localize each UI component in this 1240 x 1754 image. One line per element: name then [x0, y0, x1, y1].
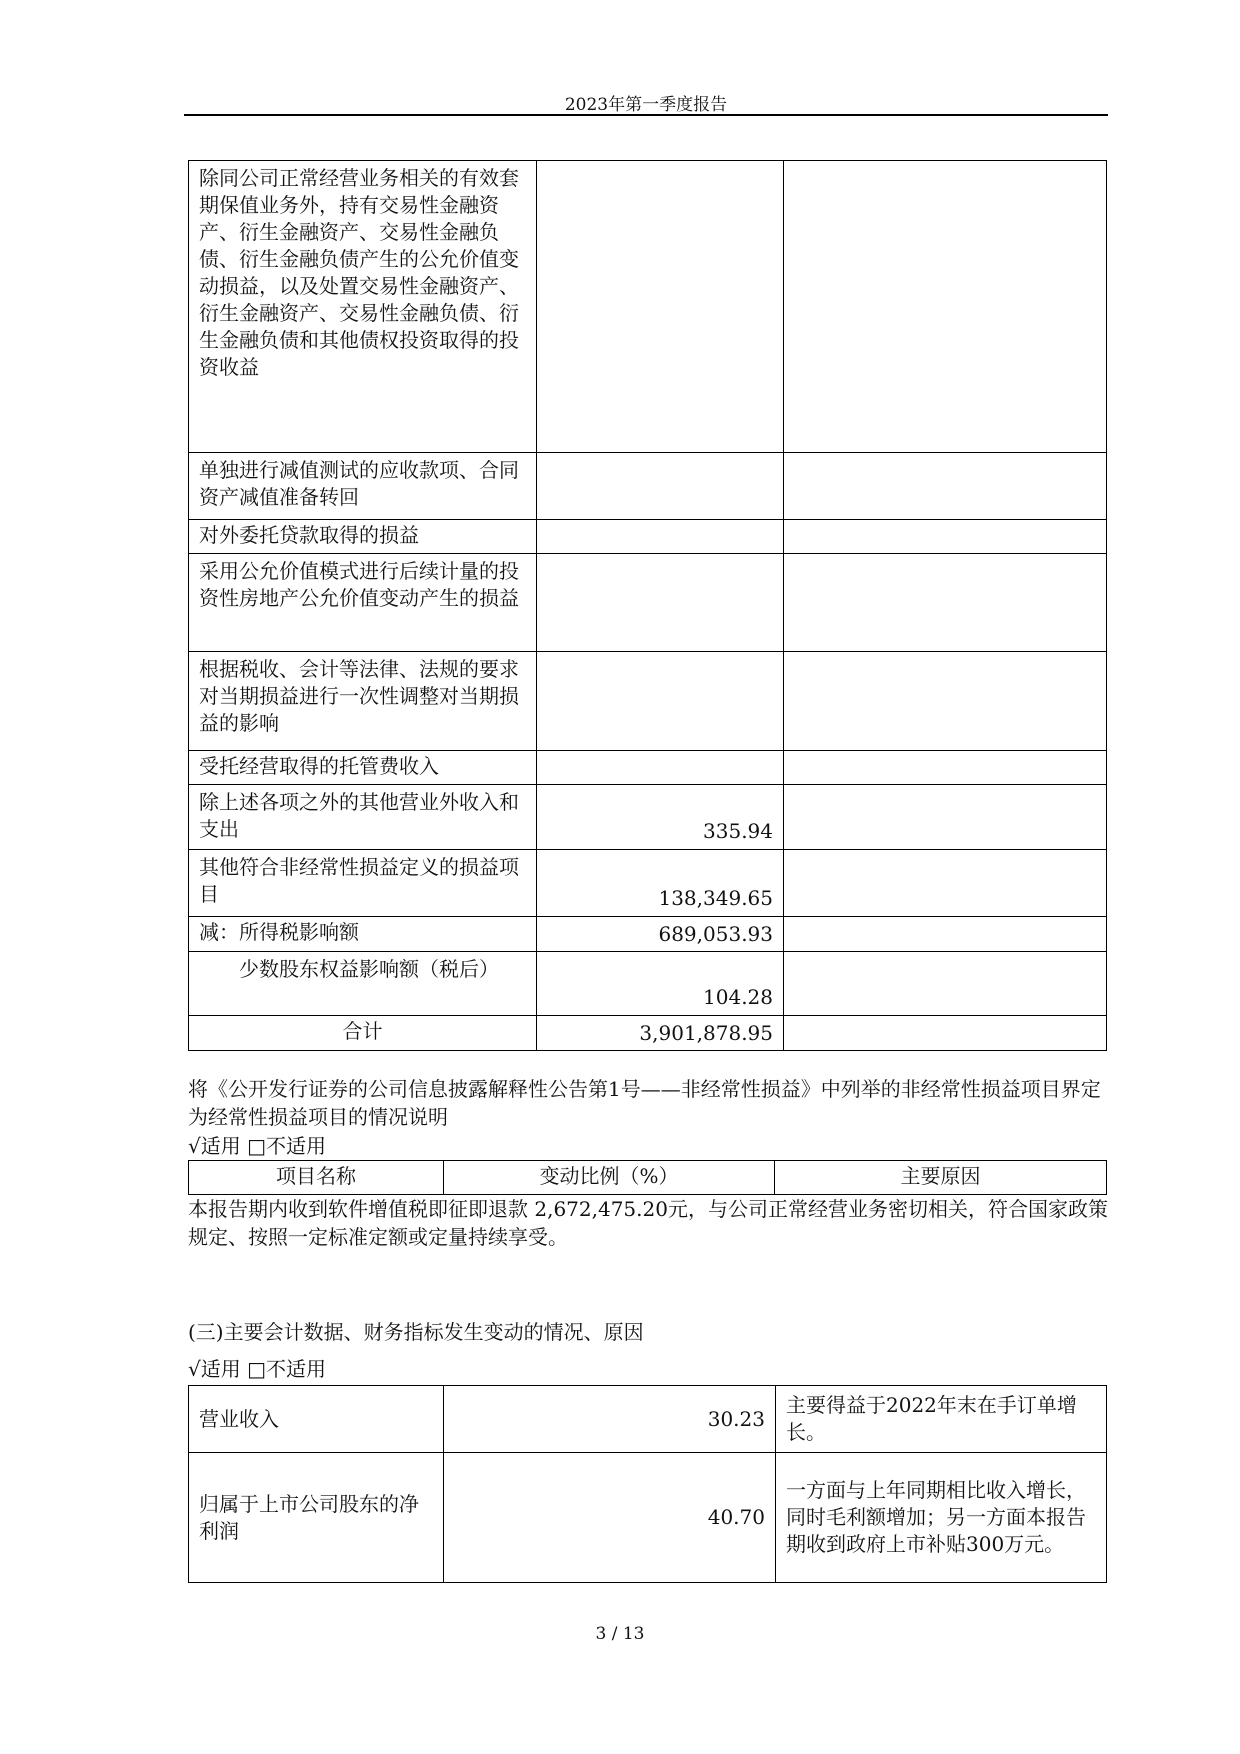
reclassified-items-table	[188, 1160, 1107, 1195]
table-row	[189, 952, 1107, 1016]
item-cell: 对外委托贷款取得的损益	[189, 520, 537, 554]
amount-cell: 335.94	[537, 785, 784, 850]
item-cell: 少数股东权益影响额（税后）	[189, 952, 537, 1016]
non-recurring-table	[188, 160, 1107, 1051]
table-row	[189, 1016, 1107, 1051]
item-cell: 营业收入	[189, 1386, 444, 1453]
section-title: (三)主要会计数据、财务指标发生变动的情况、原因	[188, 1320, 644, 1344]
reason-cell: 一方面与上年同期相比收入增长，同时毛利额增加；另一方面本报告期收到政府上市补贴300万元。	[776, 1453, 1107, 1583]
note-cell	[784, 453, 1107, 520]
applicability-check: √适用 □不适用	[188, 1134, 326, 1158]
note-cell	[784, 917, 1107, 952]
amount-cell: 104.28	[537, 952, 784, 1016]
amount-cell	[537, 652, 784, 751]
item-cell: 单独进行减值测试的应收款项、合同资产减值准备转回	[189, 453, 537, 520]
item-cell: 其他符合非经常性损益定义的损益项目	[189, 850, 537, 917]
ratio-cell: 40.70	[444, 1453, 776, 1583]
note-cell	[784, 554, 1107, 652]
amount-cell	[537, 453, 784, 520]
table-row	[189, 161, 1107, 453]
item-cell: 合计	[189, 1016, 537, 1051]
amount-cell	[537, 520, 784, 554]
col-header-reason: 主要原因	[775, 1161, 1107, 1195]
note-cell	[784, 850, 1107, 917]
item-cell: 采用公允价值模式进行后续计量的投资性房地产公允价值变动产生的损益	[189, 554, 537, 652]
table-row	[189, 652, 1107, 751]
amount-cell: 3,901,878.95	[537, 1016, 784, 1051]
page-header: 2023年第一季度报告	[564, 95, 728, 115]
item-cell: 受托经营取得的托管费收入	[189, 751, 537, 785]
amount-cell: 689,053.93	[537, 917, 784, 952]
item-cell: 除上述各项之外的其他营业外收入和支出	[189, 785, 537, 850]
note-cell	[784, 1016, 1107, 1051]
col-header-item: 项目名称	[189, 1161, 444, 1195]
note-cell	[784, 520, 1107, 554]
explanation-paragraph: 将《公开发行证券的公司信息披露解释性公告第1号——非经常性损益》中列举的非经常性损益项目界定为经常性损益项目的情况说明	[188, 1077, 1101, 1129]
item-cell: 减：所得税影响额	[189, 917, 537, 952]
page-number: 3 / 13	[595, 1624, 645, 1644]
amount-cell: 138,349.65	[537, 850, 784, 917]
reason-cell: 主要得益于2022年末在手订单增长。	[776, 1386, 1107, 1453]
col-header-ratio: 变动比例（%）	[444, 1161, 775, 1195]
note-cell	[784, 952, 1107, 1016]
vat-refund-paragraph: 本报告期内收到软件增值税即征即退款 2,672,475.20元，与公司正常经营业务密切相关，符合国家政策规定、按照一定标准定额或定量持续享受。	[188, 1197, 1108, 1249]
table-row	[189, 520, 1107, 554]
table-row	[189, 453, 1107, 520]
ratio-cell: 30.23	[444, 1386, 776, 1453]
amount-cell	[537, 554, 784, 652]
table-row	[189, 785, 1107, 850]
note-cell	[784, 785, 1107, 850]
item-cell: 根据税收、会计等法律、法规的要求对当期损益进行一次性调整对当期损益的影响	[189, 652, 537, 751]
item-cell: 除同公司正常经营业务相关的有效套期保值业务外，持有交易性金融资产、衍生金融资产、交易性金融负债、衍生金融负债产生的公允价值变动损益，以及处置交易性金融资产、衍生金融资产、交易性金融负债、衍生金融负债和其他债权投资取得的投资收益	[189, 161, 537, 453]
header-rule	[184, 114, 1108, 116]
item-cell: 归属于上市公司股东的净利润	[189, 1453, 444, 1583]
note-cell	[784, 751, 1107, 785]
table-row	[189, 751, 1107, 785]
applicability-check-2: √适用 □不适用	[188, 1357, 326, 1381]
amount-cell	[537, 161, 784, 453]
note-cell	[784, 652, 1107, 751]
table-row	[189, 917, 1107, 952]
note-cell	[784, 161, 1107, 453]
table-row	[189, 554, 1107, 652]
table-row	[189, 850, 1107, 917]
changes-table	[188, 1385, 1107, 1583]
amount-cell	[537, 751, 784, 785]
